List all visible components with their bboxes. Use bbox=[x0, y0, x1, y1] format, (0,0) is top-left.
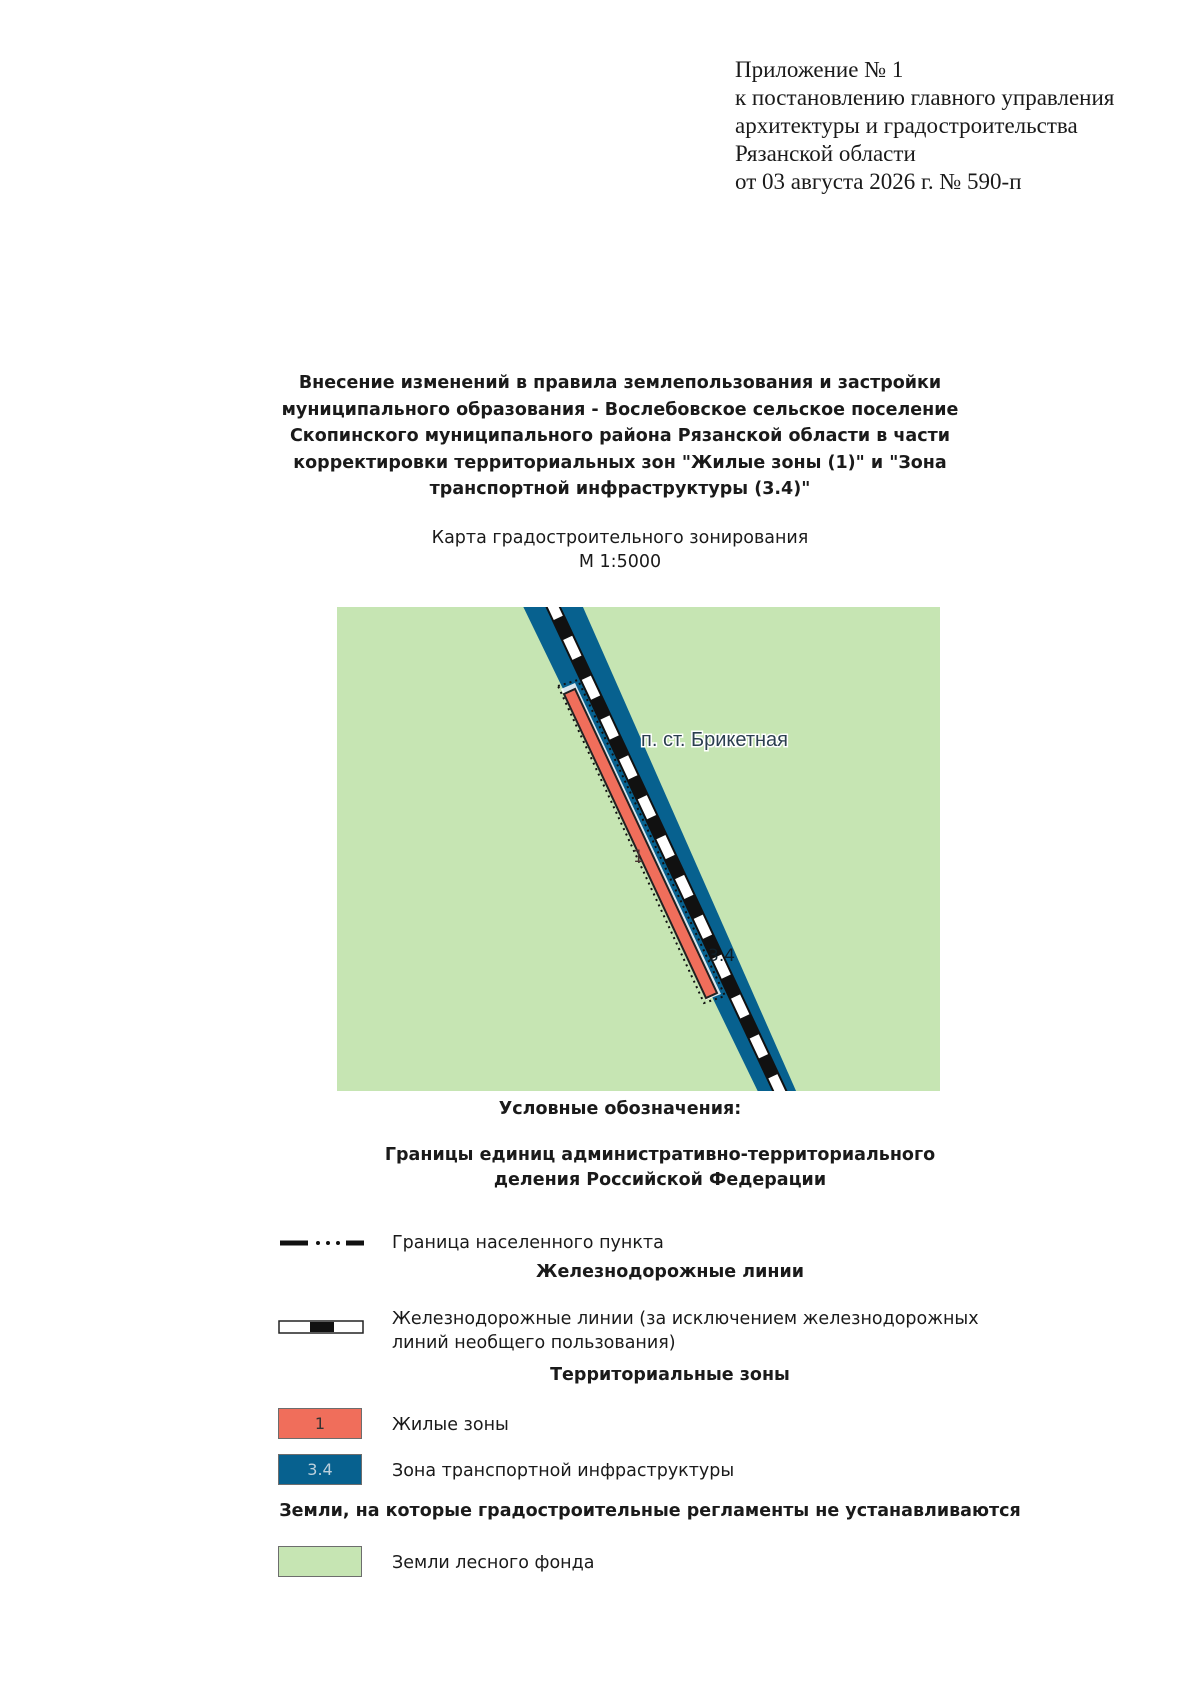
appendix-line: от 03 августа 2026 г. № 590-п bbox=[735, 169, 1022, 194]
legend-group-line: деления Российской Федерации bbox=[493, 1170, 827, 1190]
appendix-line: архитектуры и градостроительства bbox=[735, 113, 1078, 138]
residential-zone-swatch bbox=[278, 1408, 362, 1439]
zone-label-transport: 3.4 bbox=[708, 946, 736, 966]
zone-label-residential: 1 bbox=[633, 847, 644, 867]
legend-group-rail: Железнодорожные линии bbox=[536, 1262, 804, 1282]
railway-label-line: Железнодорожные линии (за исключением железнодорожных bbox=[392, 1309, 979, 1329]
title-line: муниципального образования - Вослебовское сельское поселение bbox=[281, 399, 959, 420]
map-scale: М 1:5000 bbox=[578, 552, 662, 572]
legend-title: Условные обозначения: bbox=[498, 1099, 742, 1119]
forest-land-swatch bbox=[278, 1546, 362, 1577]
map-name: Карта градостроительного зонирования bbox=[431, 528, 809, 548]
appendix-line: к постановлению главного управления bbox=[735, 85, 1115, 110]
appendix-line: Приложение № 1 bbox=[735, 57, 904, 82]
legend-group-zones: Территориальные зоны bbox=[550, 1365, 790, 1385]
transport-zone-label: Зона транспортной инфраструктуры bbox=[392, 1461, 735, 1481]
legend-group-lands: Земли, на которые градостроительные регламенты не устанавливаются bbox=[279, 1501, 1021, 1521]
title-line: Скопинского муниципального района Рязанской области в части bbox=[289, 426, 951, 446]
settlement-boundary-label: Граница населенного пункта bbox=[392, 1233, 664, 1253]
settlement-label: п. ст. Брикетная bbox=[641, 729, 789, 751]
railway-symbol bbox=[278, 1319, 368, 1335]
legend-group-line: Границы единиц административно-территориального bbox=[384, 1145, 936, 1165]
settlement-boundary-symbol bbox=[278, 1236, 368, 1250]
transport-zone-code: 3.4 bbox=[307, 1460, 333, 1479]
residential-zone-code: 1 bbox=[314, 1414, 326, 1433]
title-line: Внесение изменений в правила землепользования и застройки bbox=[298, 373, 942, 393]
title-line: транспортной инфраструктуры (3.4)" bbox=[429, 479, 811, 499]
residential-zone-label: Жилые зоны bbox=[392, 1415, 509, 1435]
railway-label-line: линий необщего пользования) bbox=[392, 1333, 676, 1353]
legend-group-admin bbox=[330, 1143, 990, 1193]
railway-label bbox=[392, 1307, 979, 1355]
transport-zone-swatch bbox=[278, 1454, 362, 1485]
forest-land-label: Земли лесного фонда bbox=[392, 1553, 595, 1573]
appendix-line: Рязанской области bbox=[735, 141, 916, 166]
title-line: корректировки территориальных зон "Жилые зоны (1)" и "Зона bbox=[293, 452, 947, 473]
